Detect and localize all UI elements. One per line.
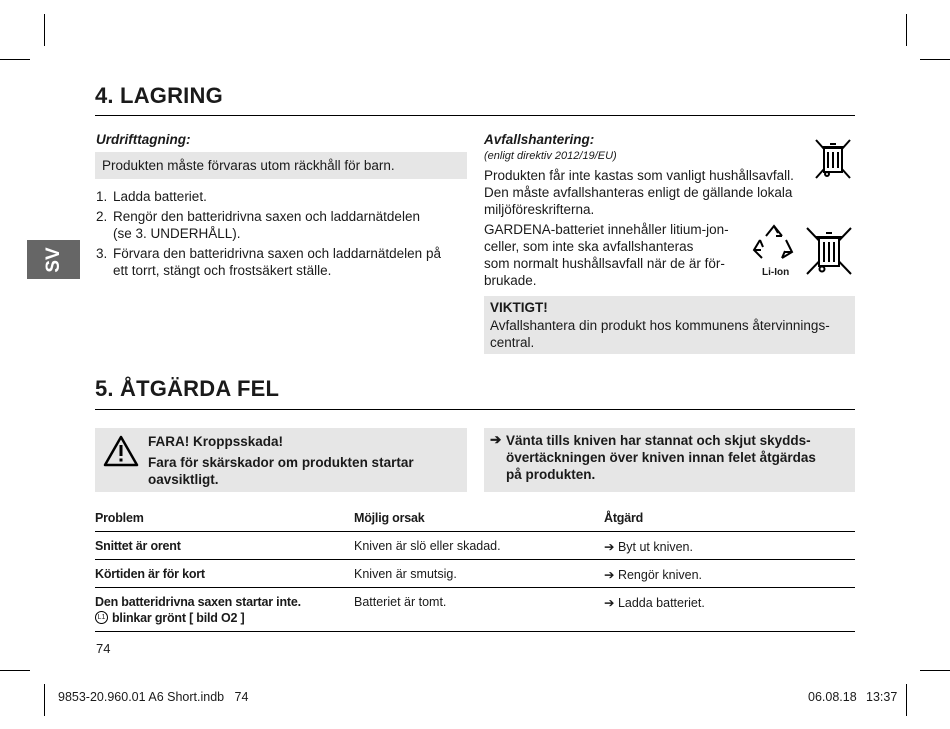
step-item: 1. Ladda batteriet. — [96, 189, 207, 204]
instruction-arrow-icon: ➔ — [490, 432, 502, 447]
table-rule — [95, 631, 855, 632]
led-indicator-icon: L1 — [95, 611, 108, 624]
crop-mark — [906, 14, 907, 46]
section-rule — [95, 115, 855, 116]
disposal-paragraph-1: Produkten får inte kastas som vanligt hushållsavfall. Den måste avfallshanteras enligt de gällande lokala miljöföreskrifterna. — [484, 168, 794, 217]
row-action: ➔ Byt ut kniven. — [604, 540, 693, 554]
danger-text: Fara för skärskador om produkten startar oavsiktligt. — [148, 455, 414, 487]
recycle-icon — [752, 224, 796, 266]
storage-steps — [96, 188, 466, 279]
step-item: 3. Förvara den batteridrivna saxen och laddarnätdelen på ett torrt, stängt och frostsäkert ställe. — [96, 246, 441, 278]
section-title-storage: 4. LAGRING — [95, 83, 223, 108]
battery-bin-icon — [803, 224, 855, 278]
crop-mark — [44, 14, 45, 46]
row-problem: Körtiden är för kort — [95, 567, 205, 581]
crop-mark — [0, 59, 30, 60]
row-problem: Snittet är orent — [95, 539, 181, 553]
crop-mark — [920, 670, 950, 671]
danger-box — [95, 428, 467, 492]
instruction-text: Vänta tills kniven har stannat och skjut skydds- övertäckningen över kniven innan felet åtgärdas på produkten. — [506, 433, 816, 482]
footer-time: 13:37 — [866, 690, 898, 704]
storage-heading: Urdrifttagning: — [96, 132, 191, 147]
table-header-problem: Problem — [95, 511, 144, 525]
important-title: VIKTIGT! — [490, 300, 548, 315]
li-ion-label: Li-Ion — [762, 267, 790, 278]
crop-mark — [906, 684, 907, 716]
row-problem: Den batteridrivna saxen startar inte. — [95, 595, 301, 609]
table-rule — [95, 559, 855, 560]
important-text: Avfallshantera din produkt hos kommunens återvinnings- central. — [490, 318, 830, 350]
row-problem-detail: blinkar grönt [ bild O2 ] — [112, 611, 245, 625]
crop-mark — [44, 684, 45, 716]
page-number: 74 — [96, 641, 111, 656]
important-box — [484, 296, 855, 354]
disposal-paragraph-2: GARDENA-batteriet innehåller litium-jon- celler, som inte ska avfallshanteras som normalt hushållsavfall när de är för- brukade. — [484, 222, 729, 288]
danger-title: FARA! Kroppsskada! — [148, 434, 284, 449]
row-action: ➔ Rengör kniven. — [604, 568, 703, 582]
crop-mark — [920, 59, 950, 60]
row-action: ➔ Ladda batteriet. — [604, 596, 705, 610]
table-header-action: Åtgärd — [604, 511, 644, 525]
directive-text: (enligt direktiv 2012/19/EU) — [484, 150, 617, 162]
row-cause: Kniven är smutsig. — [354, 567, 457, 581]
notice-box — [95, 152, 467, 179]
step-item: 2. Rengör den batteridrivna saxen och laddarnätdelen (se 3. UNDERHÅLL). — [96, 209, 420, 241]
row-cause: Kniven är slö eller skadad. — [354, 539, 501, 553]
section-title-troubleshooting: 5. ÅTGÄRDA FEL — [95, 376, 280, 401]
table-rule — [95, 531, 855, 532]
disposal-heading: Avfallshantering: — [484, 132, 595, 147]
table-header-cause: Möjlig orsak — [354, 511, 425, 525]
section-rule — [95, 409, 855, 410]
notice-text: Produkten måste förvaras utom räckhåll för barn. — [102, 158, 395, 173]
crop-mark — [0, 670, 30, 671]
warning-triangle-icon — [103, 435, 139, 467]
table-rule — [95, 587, 855, 588]
weee-bin-icon — [812, 136, 854, 182]
footer-date: 06.08.18 — [808, 690, 857, 704]
instruction-box — [484, 428, 855, 492]
footer-file-info: 9853-20.960.01 A6 Short.indb 74 — [58, 690, 249, 704]
language-tab: SV — [27, 240, 80, 279]
row-cause: Batteriet är tomt. — [354, 595, 447, 609]
